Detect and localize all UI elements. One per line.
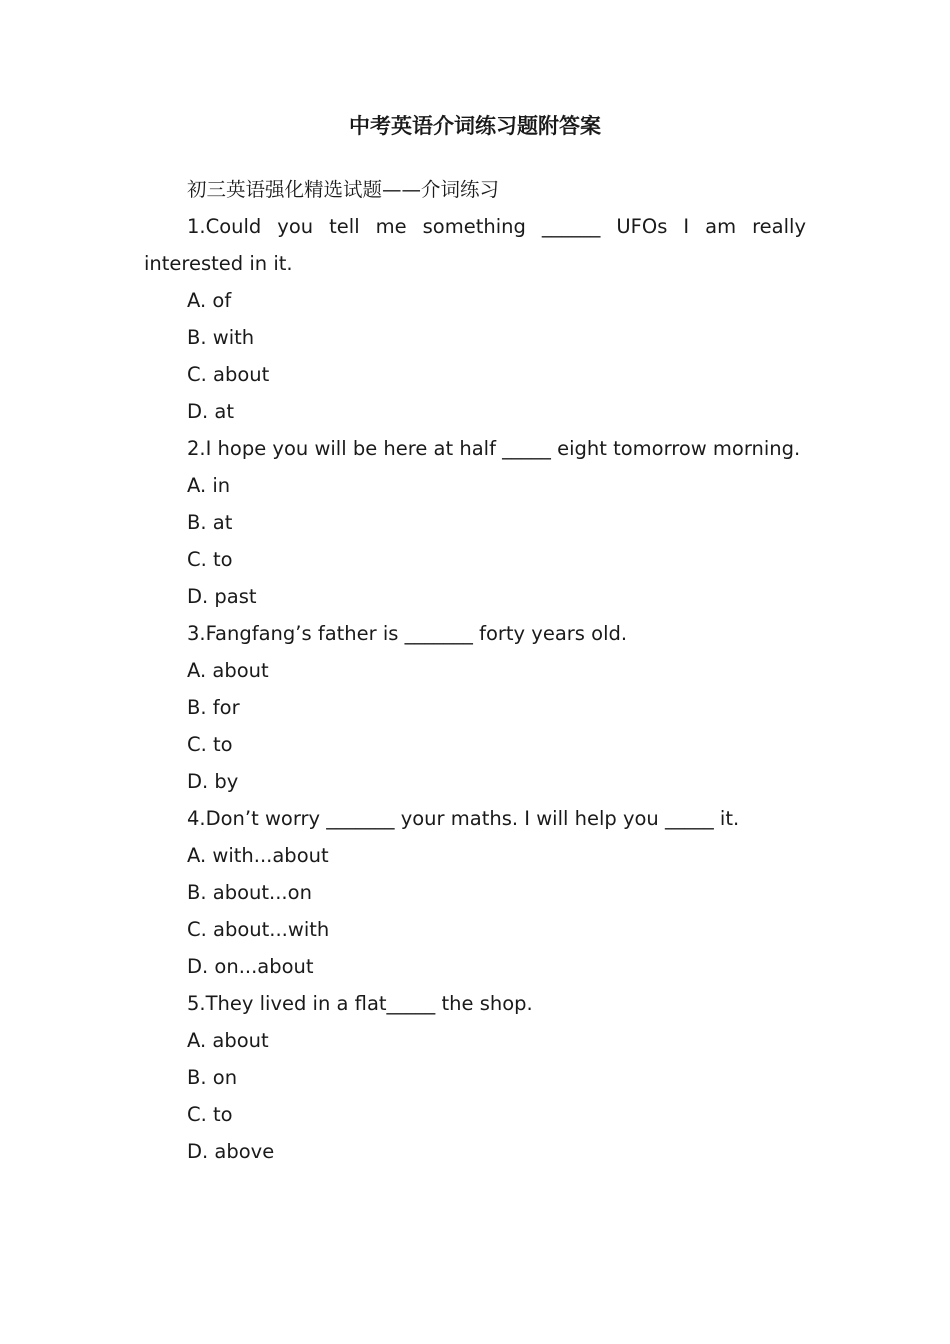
question-4-option-c: C. about...with [187, 918, 330, 941]
question-2-stem: 2.I hope you will be here at half _____ eight tomorrow morning. [187, 437, 801, 460]
question-3-stem: 3.Fangfang’s father is _______ forty years old. [187, 622, 628, 645]
question-2-option-b: B. at [187, 511, 233, 534]
question-2-option-d: D. past [187, 585, 257, 608]
document-body [144, 171, 806, 1170]
page-title: 中考英语介词练习题附答案 [349, 114, 601, 138]
question-1-option-a: A. of [187, 289, 232, 312]
question-5-option-c: C. to [187, 1103, 233, 1126]
question-1-option-b: B. with [187, 326, 255, 349]
question-5-option-d: D. above [187, 1140, 275, 1163]
question-2-option-a: A. in [187, 474, 231, 497]
question-5-stem: 5.They lived in a flat_____ the shop. [187, 992, 533, 1015]
question-5-option-a: A. about [187, 1029, 269, 1052]
question-3-option-a: A. about [187, 659, 269, 682]
question-5-option-b: B. on [187, 1066, 238, 1089]
question-3-option-c: C. to [187, 733, 233, 756]
question-4-stem: 4.Don’t worry _______ your maths. I will help you _____ it. [187, 807, 740, 830]
section-subtitle: 初三英语强化精选试题——介词练习 [187, 178, 500, 201]
question-4-option-b: B. about...on [187, 881, 312, 904]
question-2-option-c: C. to [187, 548, 233, 571]
question-3-option-b: B. for [187, 696, 240, 719]
question-1-option-d: D. at [187, 400, 235, 423]
question-1-stem: 1.Could you tell me something ______ UFOs I am really interested in it. [144, 215, 806, 275]
question-4-option-a: A. with...about [187, 844, 329, 867]
question-3-option-d: D. by [187, 770, 239, 793]
question-1-option-c: C. about [187, 363, 270, 386]
question-4-option-d: D. on...about [187, 955, 314, 978]
